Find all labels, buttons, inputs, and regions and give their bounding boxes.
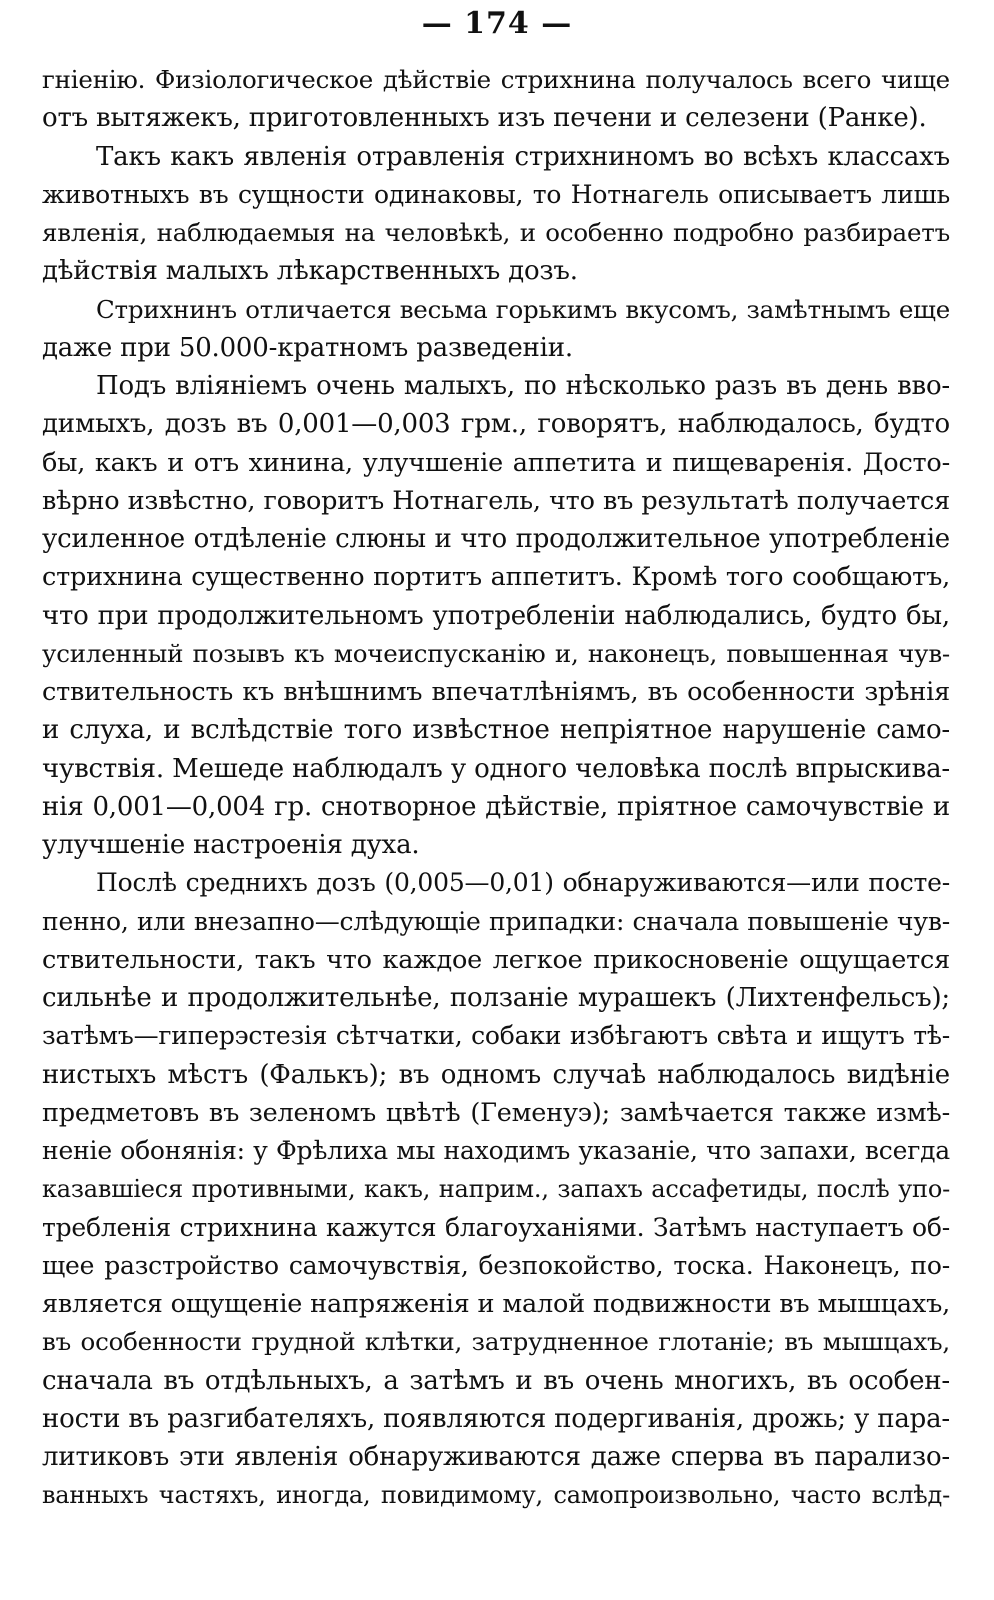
text-line: въ особенности грудной клѣтки, затрудненное глотаніе; въ мышцахъ, [42,1327,950,1357]
text-line: является ощущеніе напряженія и малой подвижности въ мышцахъ, [42,1289,950,1319]
text-line: неніе обонянія: у Фрѣлиха мы находимъ указаніе, что запахи, всегда [42,1136,950,1165]
text-line: Подъ вліяніемъ очень малыхъ, по нѣсколько разъ въ день вво- [96,371,950,401]
text-line: требленія стрихнина кажутся благоуханіями. Затѣмъ наступаетъ об- [42,1212,950,1242]
text-line: предметовъ въ зеленомъ цвѣтѣ (Геменуэ); замѣчается также измѣ- [42,1097,950,1128]
text-line: что при продолжительномъ употребленіи наблюдались, будто бы, [42,600,950,631]
text-line: нія 0,001—0,004 гр. снотворное дѣйствіе, пріятное самочувствіе и [42,791,950,822]
text-line: Стрихнинъ отличается весьма горькимъ вкусомъ, замѣтнымъ еще [96,294,950,324]
text-line: гніенію. Физіологическое дѣйствіе стрихнина получалось всего чище [42,65,950,94]
text-line: ванныхъ частяхъ, иногда, повидимому, самопроизвольно, часто вслѣд- [42,1481,950,1510]
paragraph [42,138,950,291]
text-line: литиковъ эти явленія обнаруживаются даже сперва въ парализо- [42,1442,950,1472]
text-line: сначала въ отдѣльныхъ, а затѣмъ и въ очень многихъ, въ особен- [42,1365,950,1396]
text-line: бы, какъ и отъ хинина, улучшеніе аппетита и пищеваренія. Досто- [42,447,950,478]
text-line: чувствія. Мешеде наблюдалъ у одного человѣка послѣ впрыскива- [42,753,950,784]
text-line: затѣмъ—гиперэстезія сѣтчатки, собаки избѣгаютъ свѣта и ищутъ тѣ- [42,1021,950,1051]
text-line: казавшіеся противными, какъ, наприм., запахъ ассафетиды, послѣ упо- [42,1175,950,1204]
paragraph [42,367,950,864]
text-line: пенно, или внезапно—слѣдующіе припадки: сначала повышеніе чув- [42,906,950,936]
text-line: дѣйствія малыхъ лѣкарственныхъ дозъ. [42,256,578,287]
text-line: сильнѣе и продолжительнѣе, ползаніе мурашекъ (Лихтенфельсъ); [42,983,950,1013]
text-line: улучшеніе настроенія духа. [42,830,420,860]
text-line: Такъ какъ явленія отравленія стрихниномъ во всѣхъ классахъ [96,141,950,172]
page-number: — 174 — [421,6,573,41]
text-line: щее разстройство самочувствія, безпокойство, тоска. Наконецъ, по- [42,1250,950,1280]
text-line: димыхъ, дозъ въ 0,001—0,003 грм., говорятъ, наблюдалось, будто [42,409,950,440]
paragraph [42,291,950,368]
text-line: даже при 50.000-кратномъ разведеніи. [42,332,573,363]
text-line: животныхъ въ сущности одинаковы, то Нотнагель описываетъ лишь [42,179,950,209]
text-line: и слуха, и вслѣдствіе того извѣстное непріятное нарушеніе само- [42,715,950,746]
text-line: стрихнина существенно портитъ аппетитъ. Кромѣ того сообщаютъ, [42,562,950,593]
text-line: вѣрно извѣстно, говоритъ Нотнагель, что въ результатѣ получается [42,485,950,516]
text-line: явленія, наблюдаемыя на человѣкѣ, и особенно подробно разбираетъ [42,218,950,247]
text-line: ствительности, такъ что каждое легкое прикосновеніе ощущается [42,944,950,975]
text-line: ности въ разгибателяхъ, появляются подергиванія, дрожь; у пара- [42,1403,950,1434]
paragraph [42,61,950,138]
text-line: усиленный позывъ къ мочеиспусканію и, наконецъ, повышенная чув- [42,638,950,668]
text-line: отъ вытяжекъ, приготовленныхъ изъ печени и селезени (Ранке). [42,103,927,134]
paragraph [42,864,950,1514]
text-line: нистыхъ мѣстъ (Фалькъ); въ одномъ случаѣ наблюдалось видѣніе [42,1059,950,1090]
body-text [42,61,950,1515]
text-line: усиленное отдѣленіе слюны и что продолжительное употребленіе [42,524,950,554]
text-line: ствительность къ внѣшнимъ впечатлѣніямъ, въ особенности зрѣнія [42,677,950,707]
text-line: Послѣ среднихъ дозъ (0,005—0,01) обнаруживаются—или посте- [96,868,950,898]
